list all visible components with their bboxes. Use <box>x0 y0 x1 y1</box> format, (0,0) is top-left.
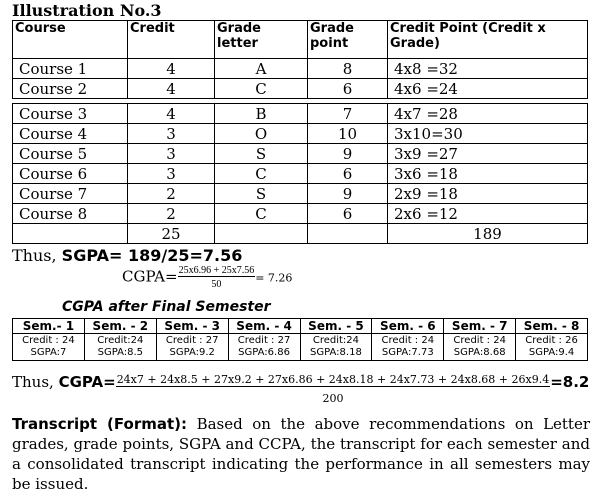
semester-cell <box>372 334 444 361</box>
table-row <box>13 144 588 164</box>
grade-letter-cell: C <box>215 79 308 99</box>
credit-cell: 2 <box>128 184 215 204</box>
grade-point-cell: 10 <box>308 124 388 144</box>
grade-letter-cell: S <box>215 144 308 164</box>
transcript-paragraph <box>12 414 590 494</box>
semester-name: Sem. - 6 <box>372 319 444 334</box>
semester-cell <box>156 334 228 361</box>
semester-sgpa: SGPA:9.4 <box>528 347 575 358</box>
cgpa1-fraction <box>178 265 256 290</box>
credit-point-cell: 4x6 =24 <box>388 79 588 99</box>
credit-point-cell: 3x9 =27 <box>388 144 588 164</box>
semester-name: Sem. - 8 <box>516 319 588 334</box>
column-header: Grade point <box>308 21 388 59</box>
semester-name: Sem.- 1 <box>13 319 85 334</box>
grade-letter-cell: O <box>215 124 308 144</box>
semester-cell <box>13 334 85 361</box>
course-name: Course 3 <box>13 104 128 124</box>
cgpa2-numerator: 24x7 + 24x8.5 + 27x9.2 + 27x6.86 + 24x8.18 + 24x7.73 + 24x8.68 + 26x9.4 <box>116 373 550 386</box>
column-header: Grade letter <box>215 21 308 59</box>
semester-sgpa: SGPA:7 <box>30 347 67 358</box>
semester-cell <box>84 334 156 361</box>
table-row <box>13 184 588 204</box>
course-name: Course 8 <box>13 204 128 224</box>
semester-cell <box>444 334 516 361</box>
credit-point-cell: 4x7 =28 <box>388 104 588 124</box>
semester-cell <box>228 334 300 361</box>
table-row <box>13 124 588 144</box>
course-name: Course 5 <box>13 144 128 164</box>
table-row <box>13 104 588 124</box>
semester-credit: Credit : 24 <box>453 335 506 346</box>
totals-cell <box>215 224 308 244</box>
semester-name: Sem. - 5 <box>300 319 372 334</box>
semester-credit: Credit : 24 <box>22 335 75 346</box>
semester-name: Sem. - 2 <box>84 319 156 334</box>
cgpa-formula-2 <box>12 373 589 405</box>
course-name: Course 4 <box>13 124 128 144</box>
credit-point-cell: 2x6 =12 <box>388 204 588 224</box>
semester-cell <box>516 334 588 361</box>
totals-row <box>13 224 588 244</box>
semester-credit: Credit : 24 <box>381 335 435 346</box>
semester-sgpa: SGPA:8.5 <box>97 347 144 358</box>
cgpa-formula-1 <box>122 265 292 290</box>
final-semester-heading: CGPA after Final Semester <box>62 299 271 315</box>
semester-cell <box>300 334 372 361</box>
semester-name: Sem. - 7 <box>444 319 516 334</box>
cgpa1-numerator: 25x6.96 + 25x7.56 <box>178 265 255 276</box>
column-header: Course <box>13 21 128 59</box>
illustration-title: Illustration No.3 <box>12 1 162 20</box>
table-row <box>13 204 588 224</box>
grade-point-cell: 6 <box>308 204 388 224</box>
transcript-heading: Transcript (Format): <box>12 415 188 433</box>
semester-table <box>12 318 588 361</box>
grade-letter-cell: B <box>215 104 308 124</box>
cgpa1-denominator: 50 <box>211 279 222 290</box>
cgpa2-result: =8.2 <box>550 373 590 391</box>
semester-sgpa: SGPA:6.86 <box>238 347 290 358</box>
credit-point-cell: 3x10=30 <box>388 124 588 144</box>
cgpa2-fraction <box>116 373 551 405</box>
semester-header-row <box>13 319 588 334</box>
grade-letter-cell: A <box>215 59 308 79</box>
cgpa1-result: = 7.26 <box>255 271 293 285</box>
grade-point-cell: 9 <box>308 144 388 164</box>
cgpa2-prefix: Thus, <box>12 373 59 391</box>
column-header: Credit Point (Credit x Grade) <box>388 21 588 59</box>
cgpa2-label: CGPA= <box>58 373 116 391</box>
sgpa-value: SGPA= 189/25=7.56 <box>61 246 243 265</box>
credit-point-cell: 4x8 =32 <box>388 59 588 79</box>
credit-cell: 2 <box>128 204 215 224</box>
credit-cell: 3 <box>128 144 215 164</box>
grade-letter-cell: C <box>215 164 308 184</box>
semester-sgpa: SGPA:8.18 <box>310 347 362 358</box>
totals-credit-points: 189 <box>388 224 588 244</box>
grade-point-cell: 9 <box>308 184 388 204</box>
totals-credit: 25 <box>128 224 215 244</box>
table-header-row <box>13 21 588 59</box>
grade-table <box>12 20 588 244</box>
credit-point-cell: 2x9 =18 <box>388 184 588 204</box>
credit-cell: 3 <box>128 164 215 184</box>
course-name: Course 7 <box>13 184 128 204</box>
cgpa2-denominator: 200 <box>322 392 344 405</box>
semester-name: Sem. - 4 <box>228 319 300 334</box>
grade-letter-cell: C <box>215 204 308 224</box>
table-row <box>13 59 588 79</box>
sgpa-line <box>12 246 242 265</box>
semester-sgpa: SGPA:7.73 <box>381 347 434 358</box>
credit-cell: 3 <box>128 124 215 144</box>
semester-data-row <box>13 334 588 361</box>
grade-point-cell: 7 <box>308 104 388 124</box>
grade-letter-cell: S <box>215 184 308 204</box>
course-name: Course 6 <box>13 164 128 184</box>
semester-credit: Credit : 26 <box>525 335 578 346</box>
totals-cell <box>308 224 388 244</box>
grade-point-cell: 6 <box>308 164 388 184</box>
credit-point-cell: 3x6 =18 <box>388 164 588 184</box>
table-row <box>13 164 588 184</box>
sgpa-prefix: Thus, <box>12 246 62 265</box>
credit-cell: 4 <box>128 79 215 99</box>
grade-point-cell: 8 <box>308 59 388 79</box>
grade-point-cell: 6 <box>308 79 388 99</box>
transcript-body: Based on the above recommendations on Letter grades, grade points, SGPA and CCPA, the transcript for each semester and a consolidated transcript indicating the performance in all semesters may be issued. <box>12 415 591 493</box>
semester-credit: Credit : 27 <box>165 335 219 346</box>
semester-sgpa: SGPA:8.68 <box>453 347 506 358</box>
credit-cell: 4 <box>128 104 215 124</box>
totals-cell <box>13 224 128 244</box>
column-header: Credit <box>128 21 215 59</box>
cgpa1-label: CGPA= <box>122 267 178 286</box>
semester-credit: Credit:24 <box>97 335 144 346</box>
semester-sgpa: SGPA:9.2 <box>169 347 215 358</box>
semester-name: Sem. - 3 <box>156 319 228 334</box>
semester-credit: Credit:24 <box>312 335 360 346</box>
credit-cell: 4 <box>128 59 215 79</box>
semester-credit: Credit : 27 <box>237 335 291 346</box>
course-name: Course 2 <box>13 79 128 99</box>
course-name: Course 1 <box>13 59 128 79</box>
table-row <box>13 79 588 99</box>
